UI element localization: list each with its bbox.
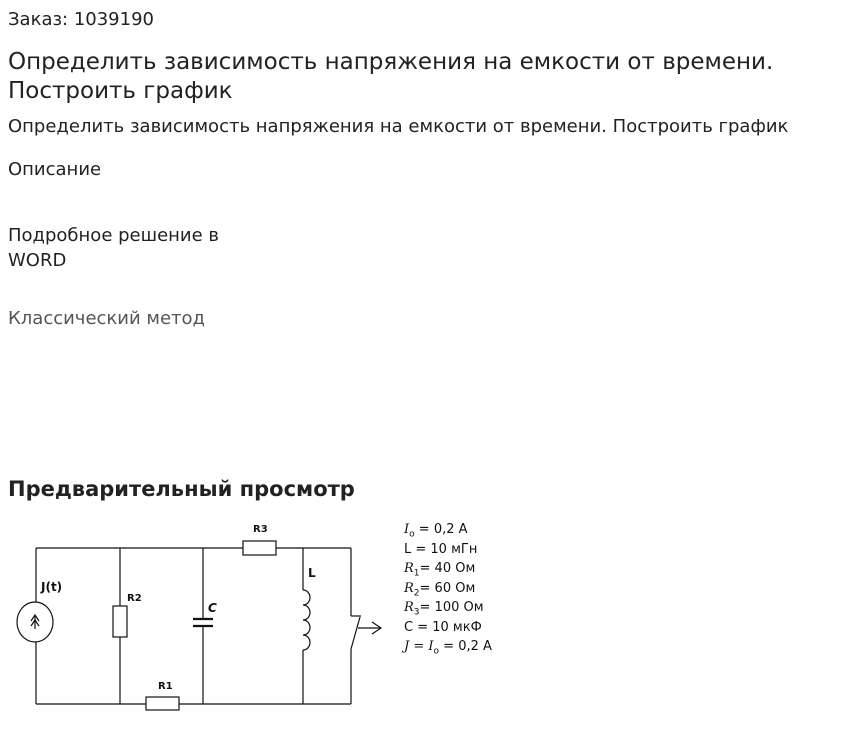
param-row: $R_2= 60$ Ом: [404, 580, 476, 599]
param-row: $I_o = 0,2$ А: [404, 522, 468, 540]
order-number: Заказ: 1039190: [8, 9, 154, 30]
resistor-r3-symbol: [243, 541, 276, 555]
inductor-l-symbol: [303, 590, 310, 650]
circuit-parameters: [404, 520, 492, 657]
label-r3: R3: [253, 524, 268, 535]
resistor-r1-symbol: [146, 697, 179, 710]
preview-heading: Предварительный просмотр: [8, 477, 355, 501]
label-r2: R2: [127, 593, 142, 604]
param-row: $R_1= 40$ Ом: [404, 561, 476, 579]
description-heading: Описание: [8, 159, 102, 180]
param-row: C = 10 мкФ: [404, 619, 482, 635]
param-row: $J = I_o = 0,2$ А: [404, 639, 492, 657]
label-r1: R1: [158, 681, 173, 692]
description-line-1: Подробное решение в: [8, 225, 220, 246]
label-source: J(t): [41, 580, 63, 594]
resistor-r2-symbol: [113, 606, 127, 637]
param-row: $R_3= 100$ Ом: [404, 600, 484, 618]
param-row: L = 10 мГн: [404, 541, 478, 557]
switch-blade: [351, 617, 360, 649]
page-title: Определить зависимость напряжения на емкости от времени. Построить график: [8, 49, 774, 104]
page-subtitle: Определить зависимость напряжения на емкости от времени. Построить график: [8, 116, 789, 137]
label-c: C: [208, 601, 217, 615]
description-method: Классический метод: [8, 308, 205, 329]
description-line-2: WORD: [8, 250, 67, 271]
label-l: L: [308, 566, 316, 580]
